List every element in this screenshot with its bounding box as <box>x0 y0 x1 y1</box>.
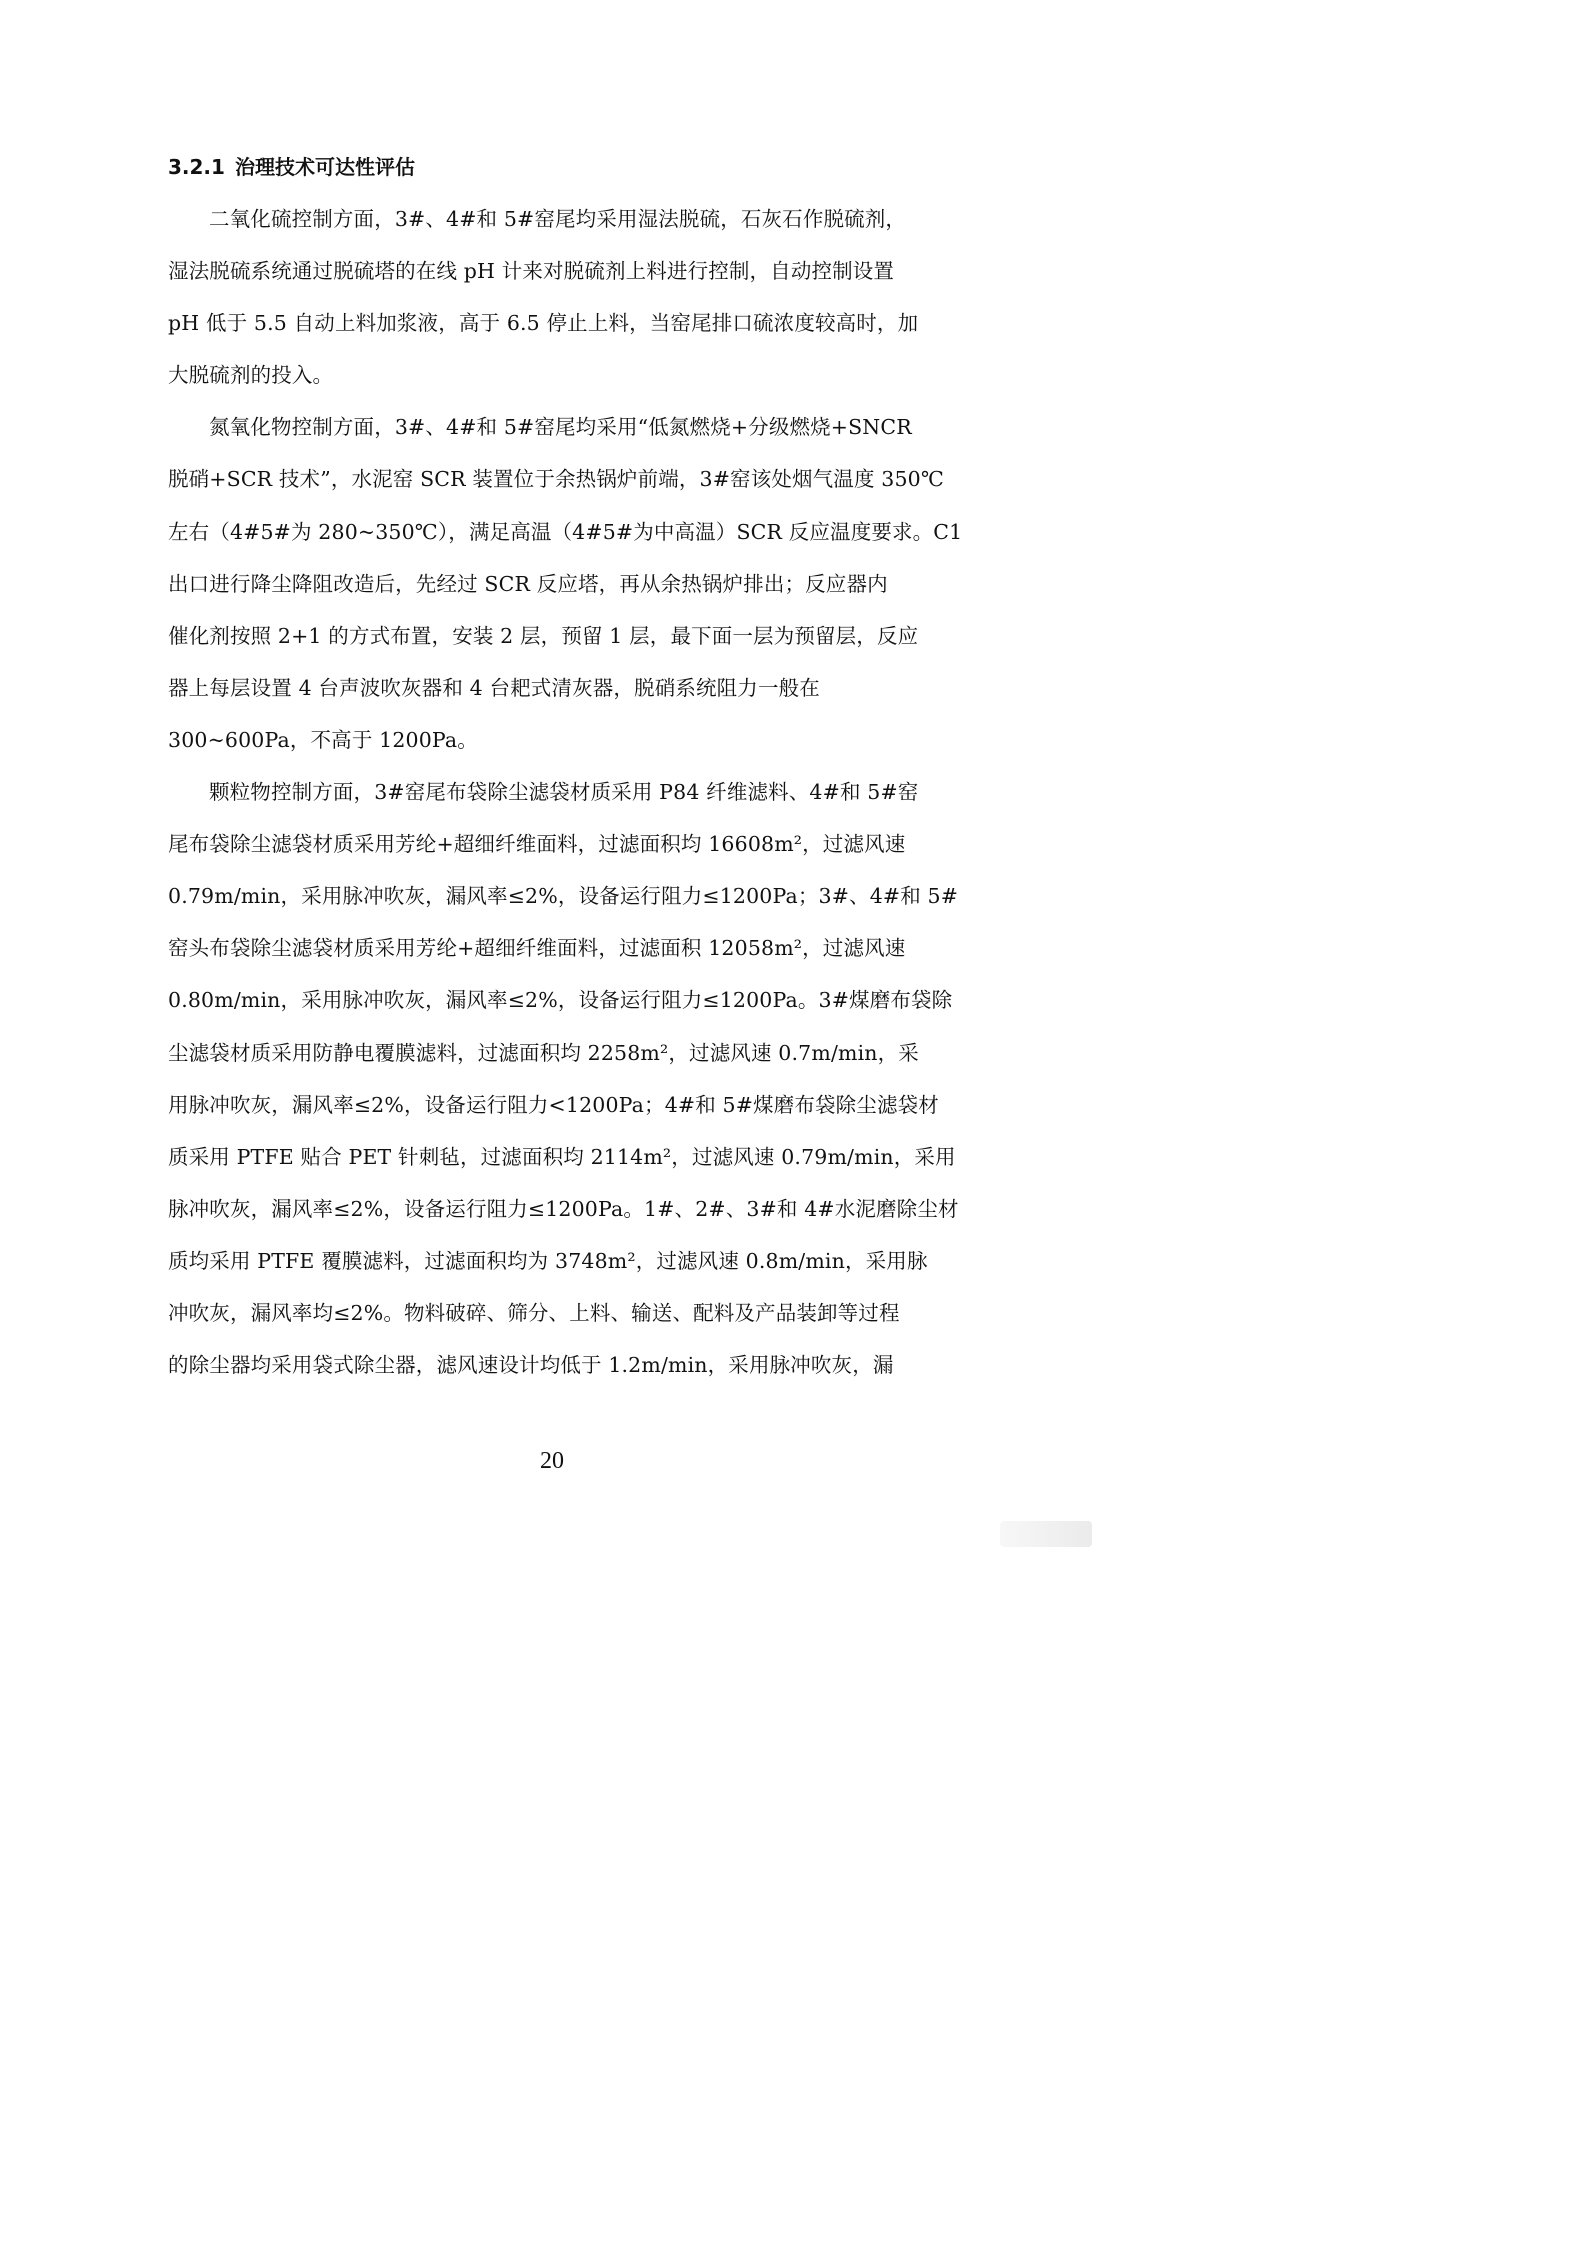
text-line: pH 低于 5.5 自动上料加浆液，高于 6.5 停止上料，当窑尾排口硫浓度较高时，加 <box>168 311 919 336</box>
text-line: 湿法脱硫系统通过脱硫塔的在线 pH 计来对脱硫剂上料进行控制，自动控制设置 <box>168 259 895 284</box>
paragraph-nitrogen-oxides <box>168 401 963 766</box>
page-number: 20 <box>540 1448 564 1474</box>
text-line: 颗粒物控制方面，3#窑尾布袋除尘滤袋材质采用 P84 纤维滤料、4#和 5#窑 <box>209 780 919 805</box>
text-line: 用脉冲吹灰，漏风率≤2%，设备运行阻力<1200Pa；4#和 5#煤磨布袋除尘滤袋材 <box>168 1092 939 1117</box>
text-line: 氮氧化物控制方面，3#、4#和 5#窑尾均采用“低氮燃烧+分级燃烧+SNCR <box>209 415 912 440</box>
text-line: 器上每层设置 4 台声波吹灰器和 4 台耙式清灰器，脱硝系统阻力一般在 <box>168 675 820 700</box>
text-line: 尾布袋除尘滤袋材质采用芳纶+超细纤维面料，过滤面积均 16608m²，过滤风速 <box>168 832 906 857</box>
text-line: 脉冲吹灰，漏风率≤2%，设备运行阻力≤1200Pa。1#、2#、3#和 4#水泥磨除尘材 <box>168 1196 959 1221</box>
document-page <box>0 0 1104 1561</box>
text-line: 出口进行降尘降阻改造后，先经过 SCR 反应塔，再从余热锅炉排出；反应器内 <box>168 571 888 596</box>
text-line: 窑头布袋除尘滤袋材质采用芳纶+超细纤维面料，过滤面积 12058m²，过滤风速 <box>168 936 906 961</box>
text-line: 300~600Pa，不高于 1200Pa。 <box>168 727 478 752</box>
section-heading <box>168 152 415 182</box>
text-line: 脱硝+SCR 技术”，水泥窑 SCR 装置位于余热锅炉前端，3#窑该处烟气温度 350℃ <box>168 467 944 492</box>
paragraph-particulate-matter <box>168 766 959 1391</box>
body-text <box>168 193 963 1391</box>
text-line: 的除尘器均采用袋式除尘器，滤风速设计均低于 1.2m/min，采用脉冲吹灰，漏 <box>168 1353 894 1378</box>
text-line: 质采用 PTFE 贴合 PET 针刺毡，过滤面积均 2114m²，过滤风速 0.79m/min，采用 <box>168 1144 956 1169</box>
text-line: 大脱硫剂的投入。 <box>168 363 334 388</box>
text-line: 左右（4#5#为 280~350℃），满足高温（4#5#为中高温）SCR 反应温度要求。C1 <box>168 519 963 544</box>
section-title: 治理技术可达性评估 <box>234 155 415 179</box>
section-number: 3.2.1 <box>168 155 225 179</box>
text-line: 催化剂按照 2+1 的方式布置，安装 2 层，预留 1 层，最下面一层为预留层，反应 <box>168 623 919 648</box>
text-line: 尘滤袋材质采用防静电覆膜滤料，过滤面积均 2258m²，过滤风速 0.7m/min，采 <box>168 1040 919 1065</box>
watermark-logo <box>1000 1521 1092 1547</box>
text-line: 二氧化硫控制方面，3#、4#和 5#窑尾均采用湿法脱硫，石灰石作脱硫剂， <box>209 207 907 231</box>
text-line: 0.80m/min，采用脉冲吹灰，漏风率≤2%，设备运行阻力≤1200Pa。3#煤磨布袋除 <box>168 988 953 1013</box>
paragraph-sulfur-dioxide <box>168 193 940 401</box>
text-line: 冲吹灰，漏风率均≤2%。物料破碎、筛分、上料、输送、配料及产品装卸等过程 <box>168 1300 900 1325</box>
text-line: 质均采用 PTFE 覆膜滤料，过滤面积均为 3748m²，过滤风速 0.8m/min，采用脉 <box>168 1248 928 1273</box>
text-line: 0.79m/min，采用脉冲吹灰，漏风率≤2%，设备运行阻力≤1200Pa；3#、4#和 5# <box>168 884 959 909</box>
